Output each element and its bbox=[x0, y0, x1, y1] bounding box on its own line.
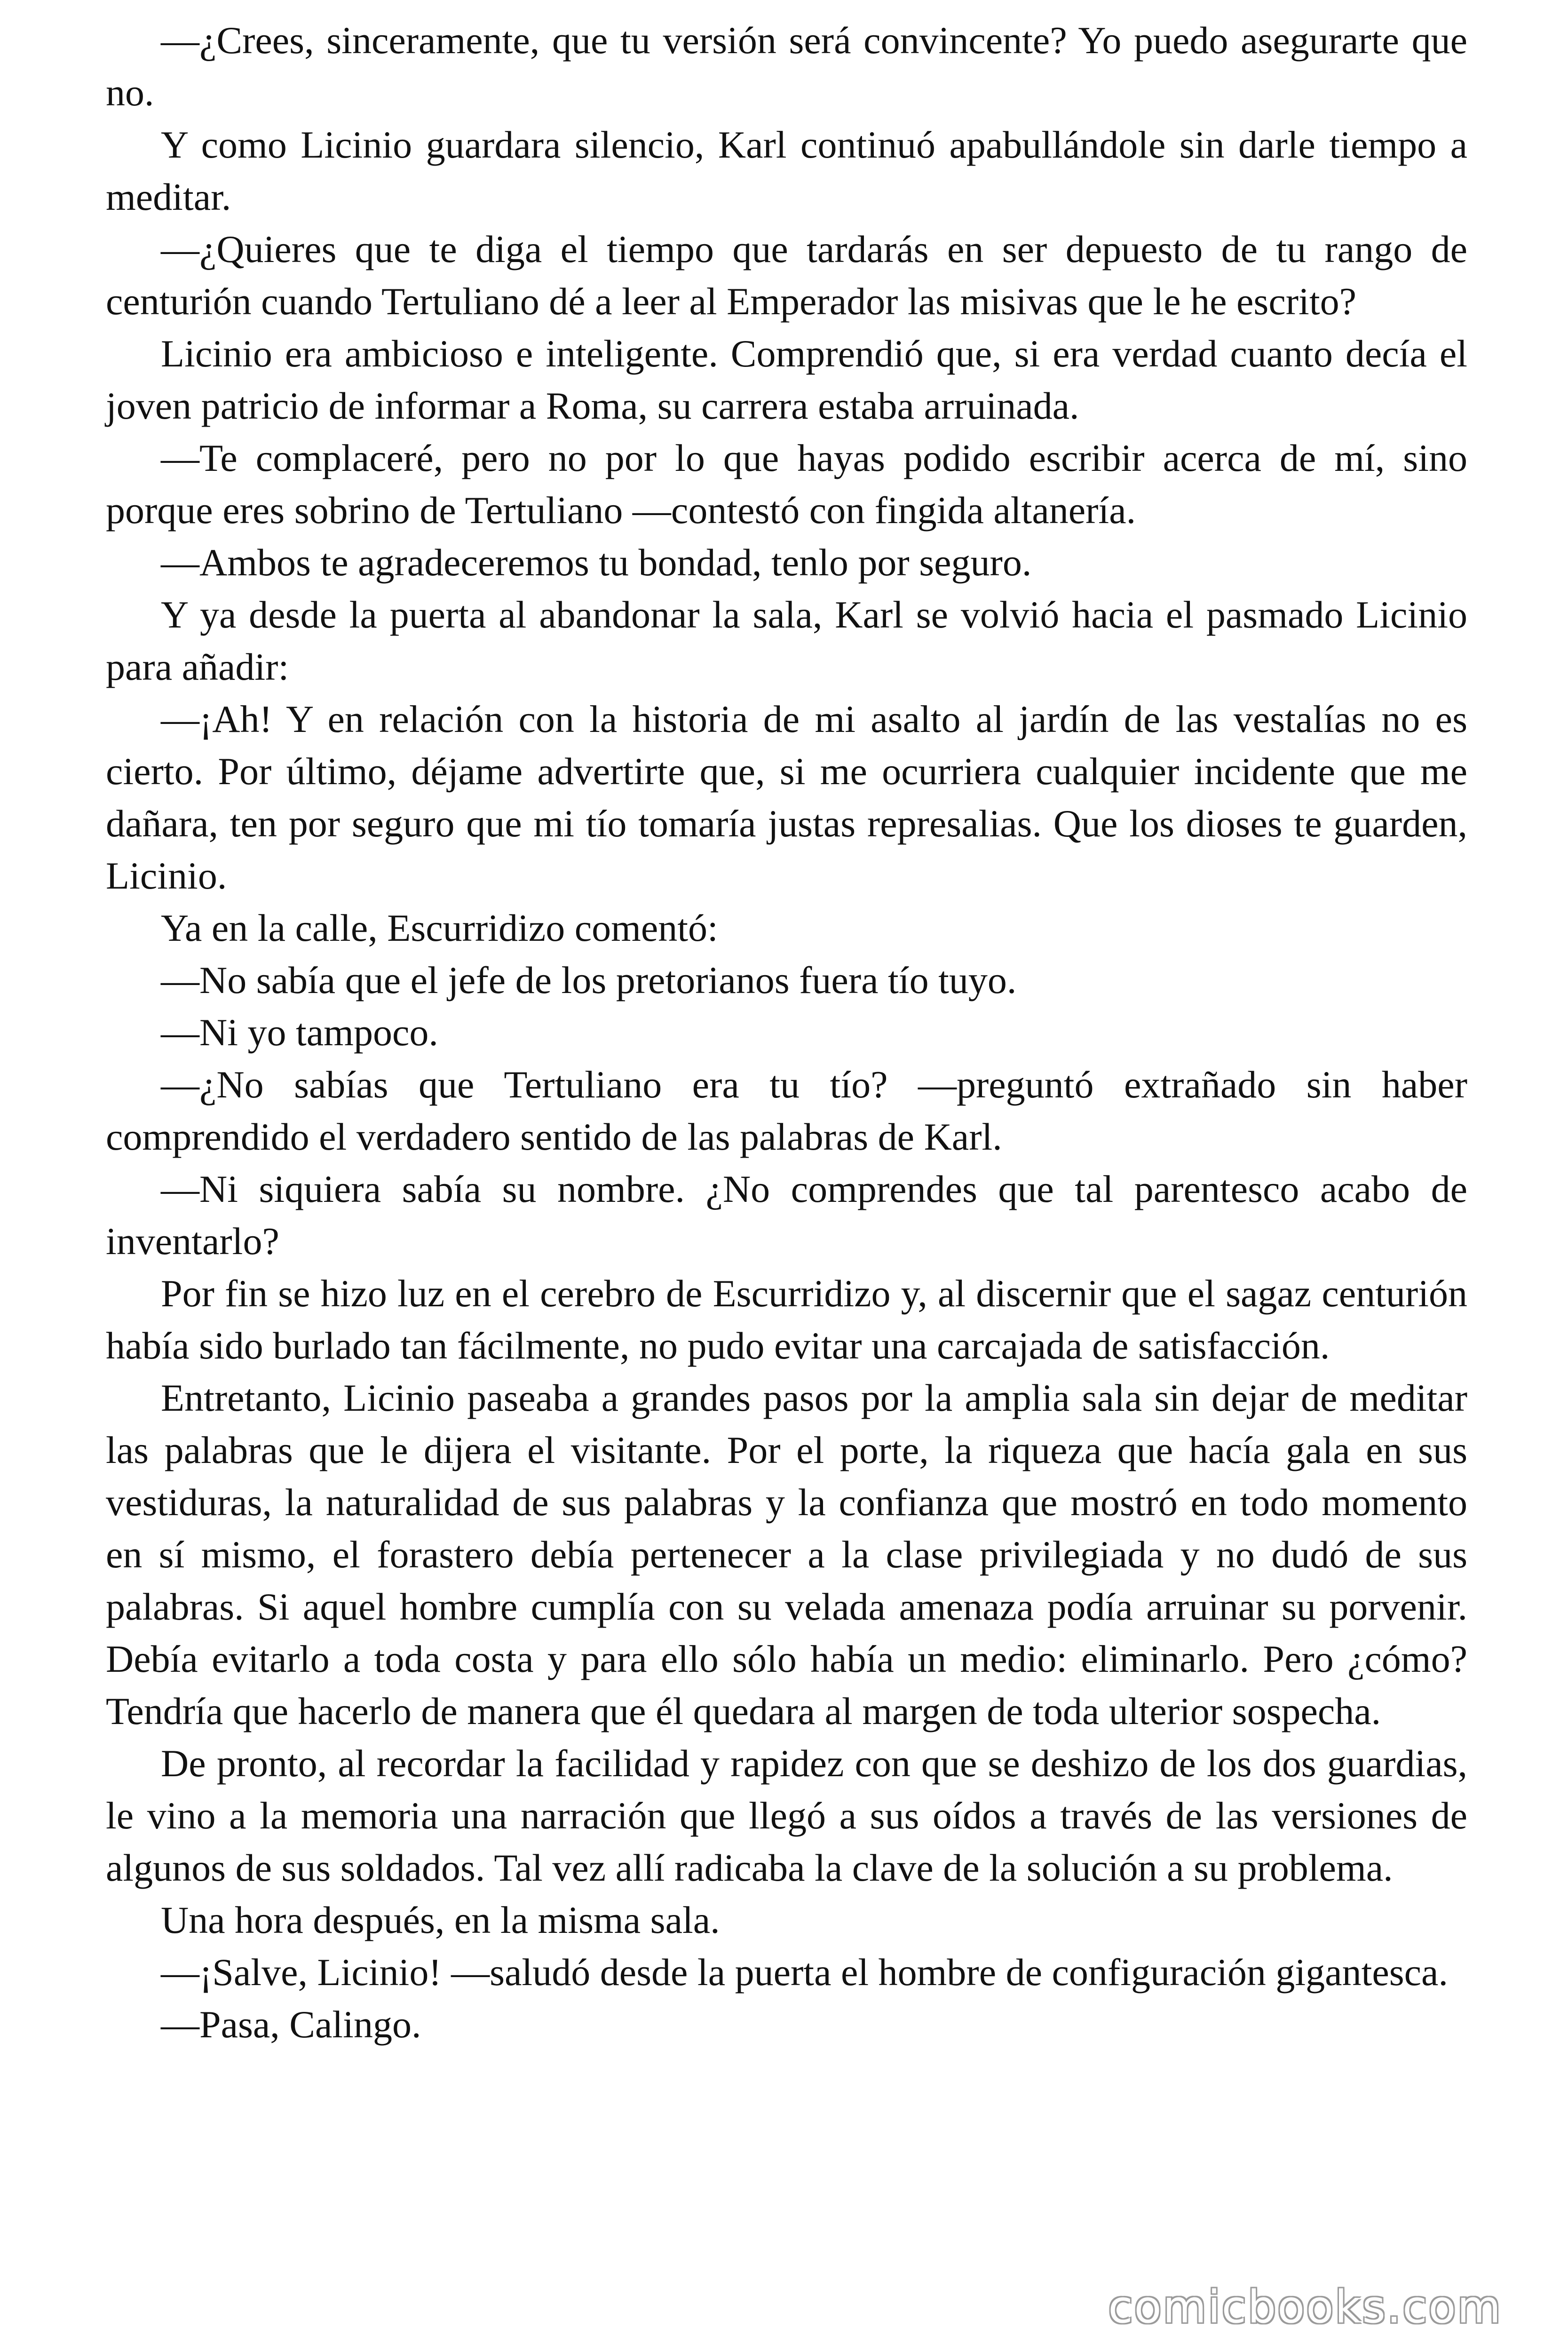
paragraph: —¡Ah! Y en relación con la historia de mi asalto al jardín de las vestalías no es cierto. Por último, déjame advertirte que, si me ocurriera cualquier incidente que me dañara, ten por seguro que mi tío tomaría justas represalias. Que los dioses te guarden, Licinio. bbox=[106, 698, 1467, 897]
paragraph: De pronto, al recordar la facilidad y rapidez con que se deshizo de los dos guardias, le vino a la memoria una narración que llegó a sus oídos a través de las versiones de algunos de sus soldados. Tal vez allí radicaba la clave de la solución a su problema. bbox=[106, 1742, 1467, 1889]
watermark-logo: comicbooks.com bbox=[1108, 2281, 1502, 2333]
paragraph: —No sabía que el jefe de los pretorianos fuera tío tuyo. bbox=[161, 959, 1017, 1001]
paragraph: —¿Crees, sinceramente, que tu versión será convincente? Yo puedo asegurarte que no. bbox=[106, 19, 1467, 114]
paragraph: —Ambos te agradeceremos tu bondad, tenlo por seguro. bbox=[161, 541, 1032, 584]
paragraph: Licinio era ambicioso e inteligente. Comprendió que, si era verdad cuanto decía el joven patricio de informar a Roma, su carrera estaba arruinada. bbox=[106, 332, 1467, 427]
paragraph: —Pasa, Calingo. bbox=[161, 2003, 421, 2046]
paragraph: —¿No sabías que Tertuliano era tu tío? —preguntó extrañado sin haber comprendido el verdadero sentido de las palabras de Karl. bbox=[106, 1063, 1467, 1158]
paragraph: Entretanto, Licinio paseaba a grandes pasos por la amplia sala sin dejar de meditar las palabras que le dijera el visitante. Por el porte, la riqueza que hacía gala en sus vestiduras, la naturalidad de sus palabras y la confianza que mostró en todo momento en sí mismo, el forastero debía pertenecer a la clase privilegiada y no dudó de sus palabras. Si aquel hombre cumplía con su velada amenaza podía arruinar su porvenir. Debía evitarlo a toda costa y para ello sólo había un medio: eliminarlo. Pero ¿cómo? Tendría que hacerlo de manera que él quedara al margen de toda ulterior sospecha. bbox=[106, 1376, 1467, 1732]
paragraph: Una hora después, en la misma sala. bbox=[161, 1899, 720, 1941]
document-page bbox=[106, 14, 1467, 2050]
paragraph: —Ni siquiera sabía su nombre. ¿No comprendes que tal parentesco acabo de inventarlo? bbox=[106, 1168, 1467, 1263]
paragraph: —Te complaceré, pero no por lo que hayas podido escribir acerca de mí, sino porque eres sobrino de Tertuliano —contestó con fingida altanería. bbox=[106, 437, 1467, 532]
paragraph: Por fin se hizo luz en el cerebro de Escurridizo y, al discernir que el sagaz centurión había sido burlado tan fácilmente, no pudo evitar una carcajada de satisfacción. bbox=[106, 1272, 1467, 1367]
paragraph: Y como Licinio guardara silencio, Karl continuó apabullándole sin darle tiempo a meditar. bbox=[106, 123, 1467, 218]
paragraph: —Ni yo tampoco. bbox=[161, 1011, 438, 1054]
paragraph: Y ya desde la puerta al abandonar la sala, Karl se volvió hacia el pasmado Licinio para añadir: bbox=[106, 593, 1467, 688]
paragraph: —¡Salve, Licinio! —saludó desde la puerta el hombre de configuración gigantesca. bbox=[161, 1951, 1448, 1994]
paragraph: —¿Quieres que te diga el tiempo que tardarás en ser depuesto de tu rango de centurión cuando Tertuliano dé a leer al Emperador las misivas que le he escrito? bbox=[106, 228, 1467, 323]
paragraph: Ya en la calle, Escurridizo comentó: bbox=[161, 906, 718, 949]
